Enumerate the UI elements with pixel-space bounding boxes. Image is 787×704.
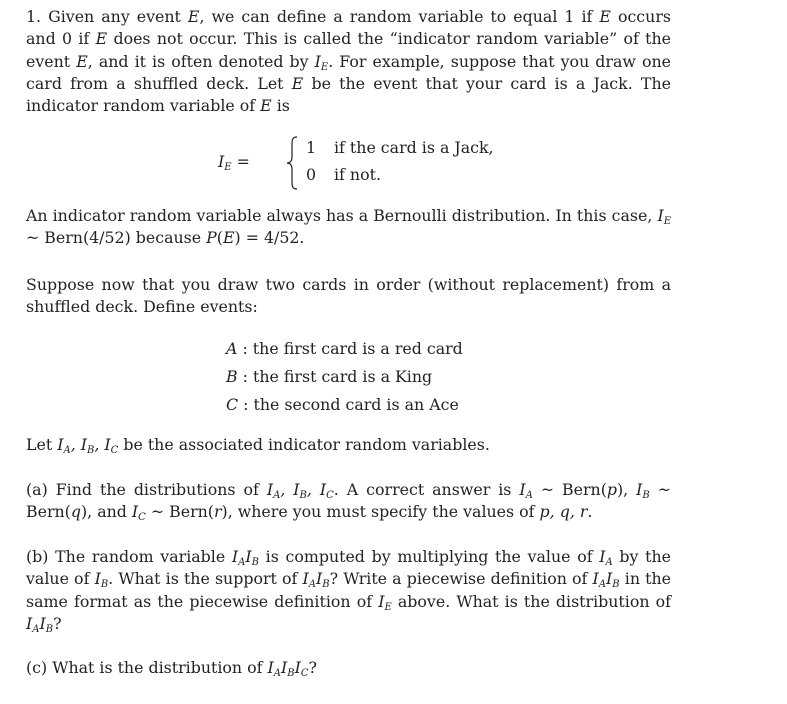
part-a: (a) Find the distributions of $I_A$, $I_B$, $I_C$. A correct answer is $I_A$ ~ Bern(p), $I_B$ ~ Bern(q), and $I_C$ ~ Bern(r), where you must specify the values of p, q, r. xyxy=(26,480,671,524)
part-c-label: (c) xyxy=(26,658,48,677)
two-cards-paragraph: Suppose now that you draw two cards in order (without replacement) from a shuffled deck. Define events: xyxy=(26,275,671,317)
event-b: B : the first card is a King xyxy=(226,367,433,386)
event-c: C : the second card is an Ace xyxy=(226,395,459,414)
problem-number: 1. xyxy=(26,7,42,26)
indicator-paragraph: Let $I_A$, $I_B$, $I_C$ be the associated indicator random variables. xyxy=(26,435,490,456)
piecewise-row-1: 1 if the card is a Jack, xyxy=(306,138,494,157)
intro-paragraph: 1. Given any event E, we can define a random variable to equal 1 if E occurs and 0 if E does not occur. This is called the “indicator random variable” of the event E, and it is often denoted by $I_E$. For example, suppose that you draw one card from a shuffled deck. Let E be the event that your card is a Jack. The indicator random variable of E is xyxy=(26,7,671,116)
piecewise-definition xyxy=(26,136,671,196)
piecewise-row-2: 0 if not. xyxy=(306,165,381,184)
piecewise-lhs: $I_E$ = xyxy=(218,152,250,173)
part-c: (c) What is the distribution of $I_AI_BI_C$? xyxy=(26,658,317,679)
bernoulli-paragraph: An indicator random variable always has a Bernoulli distribution. In this case, $I_E$ ~ Bern(4/52) because P(E) = 4/52. xyxy=(26,206,671,248)
left-brace xyxy=(286,136,298,190)
part-b: (b) The random variable $I_AI_B$ is computed by multiplying the value of $I_A$ by the value of $I_B$. What is the support of $I_AI_B$? Write a piecewise definition of $I_AI_B$ in the same format as the piecewise definition of $I_E$ above. What is the distribution of $I_AI_B$? xyxy=(26,547,671,635)
part-a-label: (a) xyxy=(26,480,48,499)
part-b-label: (b) xyxy=(26,547,49,566)
event-a: A : the first card is a red card xyxy=(226,339,463,358)
events-list xyxy=(226,335,463,419)
